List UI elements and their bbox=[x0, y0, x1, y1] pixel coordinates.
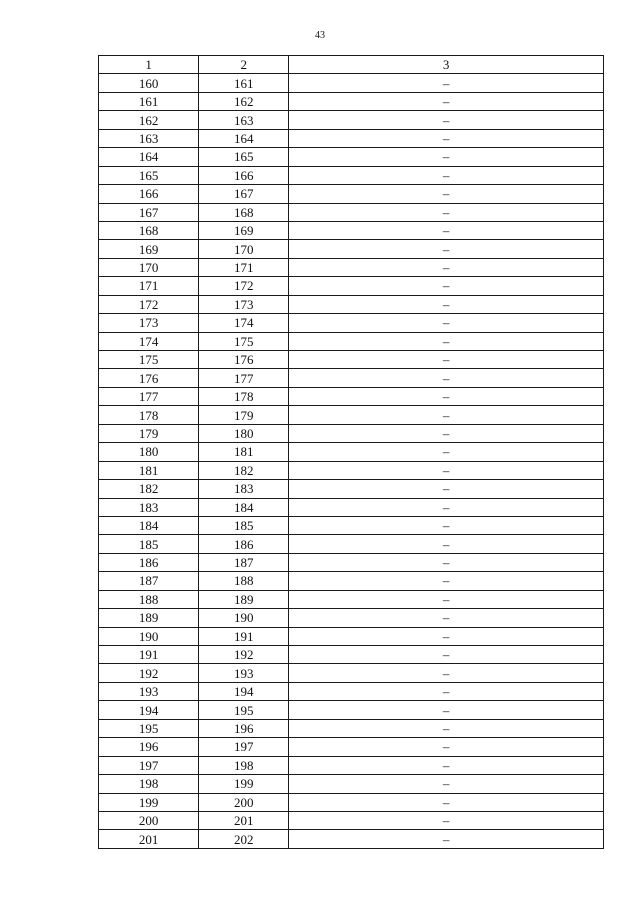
table-cell-col3: – bbox=[289, 111, 604, 129]
table-cell-col3: – bbox=[289, 664, 604, 682]
table-cell-col3: – bbox=[289, 461, 604, 479]
table-cell-col1: 164 bbox=[99, 148, 199, 166]
table-row bbox=[99, 811, 604, 829]
table-cell-col1: 169 bbox=[99, 240, 199, 258]
table-cell-col3: – bbox=[289, 221, 604, 239]
table-cell-col3: – bbox=[289, 572, 604, 590]
table-cell-col3: – bbox=[289, 166, 604, 184]
table-cell-col3: – bbox=[289, 830, 604, 848]
table-row bbox=[99, 240, 604, 258]
table-cell-col2: 197 bbox=[199, 738, 289, 756]
table-cell-col1: 160 bbox=[99, 74, 199, 92]
table-cell-col2: 181 bbox=[199, 443, 289, 461]
table-cell-col3: – bbox=[289, 369, 604, 387]
table-cell-col3: – bbox=[289, 74, 604, 92]
table-cell-col3: – bbox=[289, 609, 604, 627]
table-cell-col2: 177 bbox=[199, 369, 289, 387]
table-cell-col1: 176 bbox=[99, 369, 199, 387]
table-cell-col3: – bbox=[289, 203, 604, 221]
table-row bbox=[99, 314, 604, 332]
table-cell-col3: – bbox=[289, 516, 604, 534]
table-cell-col3: – bbox=[289, 185, 604, 203]
table-cell-col3: – bbox=[289, 424, 604, 442]
table-cell-col3: – bbox=[289, 627, 604, 645]
table-cell-col1: 172 bbox=[99, 295, 199, 313]
table-cell-col2: 170 bbox=[199, 240, 289, 258]
table-cell-col1: 166 bbox=[99, 185, 199, 203]
column-header-1: 1 bbox=[99, 56, 199, 74]
table-cell-col2: 173 bbox=[199, 295, 289, 313]
table-cell-col2: 190 bbox=[199, 609, 289, 627]
table-row bbox=[99, 664, 604, 682]
table-cell-col3: – bbox=[289, 406, 604, 424]
table-cell-col2: 183 bbox=[199, 480, 289, 498]
table-cell-col1: 174 bbox=[99, 332, 199, 350]
table-row bbox=[99, 92, 604, 110]
table-cell-col2: 198 bbox=[199, 756, 289, 774]
table-row bbox=[99, 719, 604, 737]
table-cell-col2: 186 bbox=[199, 535, 289, 553]
table-row bbox=[99, 609, 604, 627]
table-cell-col1: 182 bbox=[99, 480, 199, 498]
table-row bbox=[99, 258, 604, 276]
table-cell-col3: – bbox=[289, 295, 604, 313]
table-cell-col2: 187 bbox=[199, 553, 289, 571]
column-header-2: 2 bbox=[199, 56, 289, 74]
table-cell-col2: 174 bbox=[199, 314, 289, 332]
table-cell-col1: 188 bbox=[99, 590, 199, 608]
table-cell-col1: 180 bbox=[99, 443, 199, 461]
table-cell-col2: 200 bbox=[199, 793, 289, 811]
table-row bbox=[99, 74, 604, 92]
table-row bbox=[99, 572, 604, 590]
table-cell-col2: 169 bbox=[199, 221, 289, 239]
table-cell-col2: 185 bbox=[199, 516, 289, 534]
column-header-3: 3 bbox=[289, 56, 604, 74]
table-row bbox=[99, 646, 604, 664]
table-cell-col3: – bbox=[289, 590, 604, 608]
table-cell-col2: 188 bbox=[199, 572, 289, 590]
table-header bbox=[99, 56, 604, 74]
table-cell-col3: – bbox=[289, 387, 604, 405]
table-row bbox=[99, 166, 604, 184]
table-cell-col3: – bbox=[289, 811, 604, 829]
table-cell-col1: 184 bbox=[99, 516, 199, 534]
table-cell-col1: 186 bbox=[99, 553, 199, 571]
table-cell-col1: 192 bbox=[99, 664, 199, 682]
table-cell-col2: 195 bbox=[199, 701, 289, 719]
table-cell-col3: – bbox=[289, 240, 604, 258]
table-row bbox=[99, 738, 604, 756]
table-cell-col2: 168 bbox=[199, 203, 289, 221]
table-cell-col3: – bbox=[289, 535, 604, 553]
table-cell-col1: 177 bbox=[99, 387, 199, 405]
table-cell-col1: 193 bbox=[99, 682, 199, 700]
table-cell-col3: – bbox=[289, 701, 604, 719]
table-row bbox=[99, 480, 604, 498]
table-cell-col2: 199 bbox=[199, 775, 289, 793]
table-cell-col2: 192 bbox=[199, 646, 289, 664]
table-cell-col2: 171 bbox=[199, 258, 289, 276]
table-cell-col3: – bbox=[289, 646, 604, 664]
table-cell-col3: – bbox=[289, 480, 604, 498]
table-cell-col2: 196 bbox=[199, 719, 289, 737]
table-cell-col3: – bbox=[289, 332, 604, 350]
table-row bbox=[99, 516, 604, 534]
table-cell-col1: 197 bbox=[99, 756, 199, 774]
table-row bbox=[99, 443, 604, 461]
table-row bbox=[99, 461, 604, 479]
table-row bbox=[99, 185, 604, 203]
table-row bbox=[99, 424, 604, 442]
page-number: 43 bbox=[315, 30, 325, 41]
table-cell-col3: – bbox=[289, 756, 604, 774]
table-row bbox=[99, 590, 604, 608]
table-cell-col1: 162 bbox=[99, 111, 199, 129]
table-cell-col1: 191 bbox=[99, 646, 199, 664]
table-cell-col1: 167 bbox=[99, 203, 199, 221]
table-row bbox=[99, 369, 604, 387]
table-cell-col1: 165 bbox=[99, 166, 199, 184]
table-cell-col2: 178 bbox=[199, 387, 289, 405]
table-cell-col1: 178 bbox=[99, 406, 199, 424]
table-cell-col3: – bbox=[289, 498, 604, 516]
table-cell-col2: 163 bbox=[199, 111, 289, 129]
header-row bbox=[99, 56, 604, 74]
table-row bbox=[99, 498, 604, 516]
table-cell-col2: 162 bbox=[199, 92, 289, 110]
table-row bbox=[99, 129, 604, 147]
table-cell-col3: – bbox=[289, 738, 604, 756]
table-cell-col1: 161 bbox=[99, 92, 199, 110]
table-cell-col3: – bbox=[289, 92, 604, 110]
table-cell-col1: 171 bbox=[99, 277, 199, 295]
table-cell-col2: 201 bbox=[199, 811, 289, 829]
table-cell-col1: 183 bbox=[99, 498, 199, 516]
table-row bbox=[99, 775, 604, 793]
table-row bbox=[99, 553, 604, 571]
table-cell-col3: – bbox=[289, 682, 604, 700]
table-row bbox=[99, 793, 604, 811]
table-row bbox=[99, 203, 604, 221]
table-row bbox=[99, 627, 604, 645]
table-cell-col2: 165 bbox=[199, 148, 289, 166]
table-row bbox=[99, 295, 604, 313]
table-cell-col2: 202 bbox=[199, 830, 289, 848]
table-cell-col1: 185 bbox=[99, 535, 199, 553]
table-cell-col2: 193 bbox=[199, 664, 289, 682]
table-cell-col2: 194 bbox=[199, 682, 289, 700]
table-cell-col3: – bbox=[289, 148, 604, 166]
data-table bbox=[98, 55, 604, 849]
table-row bbox=[99, 387, 604, 405]
table-cell-col2: 189 bbox=[199, 590, 289, 608]
table-cell-col3: – bbox=[289, 258, 604, 276]
table-cell-col1: 199 bbox=[99, 793, 199, 811]
table-row bbox=[99, 756, 604, 774]
table-row bbox=[99, 701, 604, 719]
table-row bbox=[99, 148, 604, 166]
table-cell-col2: 180 bbox=[199, 424, 289, 442]
table-cell-col2: 161 bbox=[199, 74, 289, 92]
table-row bbox=[99, 830, 604, 848]
table-cell-col1: 189 bbox=[99, 609, 199, 627]
table-row bbox=[99, 111, 604, 129]
table-cell-col2: 166 bbox=[199, 166, 289, 184]
table-cell-col1: 198 bbox=[99, 775, 199, 793]
table-cell-col1: 195 bbox=[99, 719, 199, 737]
table-cell-col3: – bbox=[289, 129, 604, 147]
table-cell-col3: – bbox=[289, 719, 604, 737]
table-cell-col2: 175 bbox=[199, 332, 289, 350]
table-cell-col3: – bbox=[289, 314, 604, 332]
table-row bbox=[99, 332, 604, 350]
table-cell-col1: 187 bbox=[99, 572, 199, 590]
table-cell-col1: 175 bbox=[99, 351, 199, 369]
table-cell-col3: – bbox=[289, 775, 604, 793]
table-cell-col1: 163 bbox=[99, 129, 199, 147]
table-cell-col1: 201 bbox=[99, 830, 199, 848]
table-cell-col2: 167 bbox=[199, 185, 289, 203]
table-cell-col1: 179 bbox=[99, 424, 199, 442]
table-cell-col3: – bbox=[289, 793, 604, 811]
table-row bbox=[99, 221, 604, 239]
table-body bbox=[99, 74, 604, 848]
table-cell-col1: 170 bbox=[99, 258, 199, 276]
table-cell-col1: 200 bbox=[99, 811, 199, 829]
table-cell-col1: 168 bbox=[99, 221, 199, 239]
table-cell-col1: 190 bbox=[99, 627, 199, 645]
table-cell-col2: 182 bbox=[199, 461, 289, 479]
table-row bbox=[99, 406, 604, 424]
table-cell-col3: – bbox=[289, 553, 604, 571]
table-row bbox=[99, 351, 604, 369]
table-cell-col2: 191 bbox=[199, 627, 289, 645]
table-cell-col1: 194 bbox=[99, 701, 199, 719]
table-cell-col2: 176 bbox=[199, 351, 289, 369]
table-cell-col3: – bbox=[289, 277, 604, 295]
table-cell-col1: 173 bbox=[99, 314, 199, 332]
table-row bbox=[99, 682, 604, 700]
table-cell-col2: 179 bbox=[199, 406, 289, 424]
table-cell-col3: – bbox=[289, 351, 604, 369]
table-row bbox=[99, 535, 604, 553]
table-row bbox=[99, 277, 604, 295]
table-cell-col1: 181 bbox=[99, 461, 199, 479]
table-cell-col3: – bbox=[289, 443, 604, 461]
table-cell-col2: 172 bbox=[199, 277, 289, 295]
table-cell-col1: 196 bbox=[99, 738, 199, 756]
table-cell-col2: 184 bbox=[199, 498, 289, 516]
table-cell-col2: 164 bbox=[199, 129, 289, 147]
